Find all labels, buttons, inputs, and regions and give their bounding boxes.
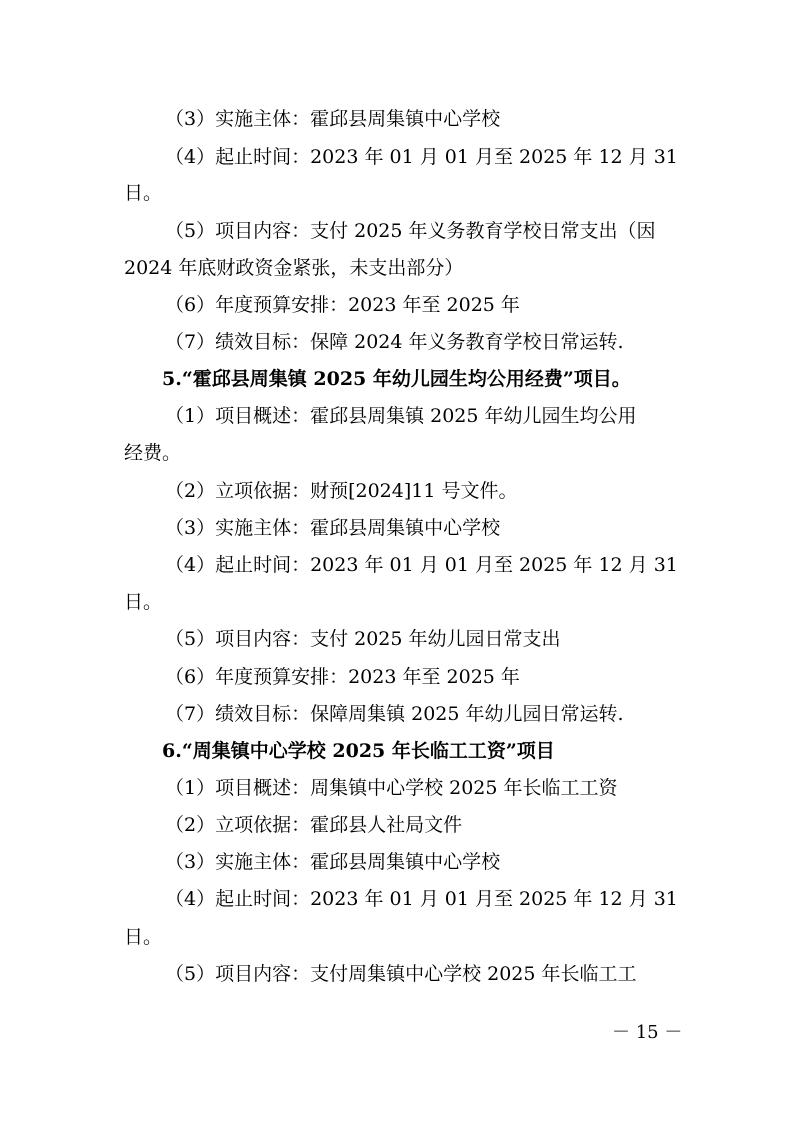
text-line: （3）实施主体：霍邱县周集镇中心学校 [165,517,501,539]
text-line: （7）绩效目标：保障 2024 年义务教育学校日常运转. [165,331,624,353]
section-heading: 6.“周集镇中心学校 2025 年长临工工资”项目 [162,740,555,762]
text-line: （5）项目内容：支付周集镇中心学校 2025 年长临工工 [165,963,637,985]
text-line: 日。 [124,182,163,204]
page-number: － 15 － [612,1022,683,1043]
text-line: （2）立项依据：霍邱县人社局文件 [165,814,463,836]
text-line: （3）实施主体：霍邱县周集镇中心学校 [165,108,501,130]
text-line: （2）立项依据：财预[2024]11 号文件。 [165,480,518,502]
text-line: （4）起止时间：2023 年 01 月 01 月至 2025 年 12 月 31 [165,888,678,910]
text-line: （3）实施主体：霍邱县周集镇中心学校 [165,851,501,873]
section-heading: 5.“霍邱县周集镇 2025 年幼儿园生均公用经费”项目。 [162,368,631,390]
text-line: （5）项目内容：支付 2025 年幼儿园日常支出 [165,628,561,650]
text-line: 经费。 [124,442,182,464]
text-line: （1）项目概述：周集镇中心学校 2025 年长临工工资 [165,777,618,799]
text-line: 日。 [124,926,163,948]
text-line: （7）绩效目标：保障周集镇 2025 年幼儿园日常运转. [165,703,624,725]
text-line: 2024 年底财政资金紧张，未支出部分） [124,257,464,279]
text-line: （6）年度预算安排：2023 年至 2025 年 [165,666,520,688]
text-line: （4）起止时间：2023 年 01 月 01 月至 2025 年 12 月 31 [165,554,678,576]
text-line: 日。 [124,591,163,613]
text-line: （4）起止时间：2023 年 01 月 01 月至 2025 年 12 月 31 [165,146,678,168]
text-line: （5）项目内容：支付 2025 年义务教育学校日常支出（因 [165,220,656,242]
text-line: （6）年度预算安排：2023 年至 2025 年 [165,294,520,316]
text-line: （1）项目概述：霍邱县周集镇 2025 年幼儿园生均公用 [165,405,637,427]
